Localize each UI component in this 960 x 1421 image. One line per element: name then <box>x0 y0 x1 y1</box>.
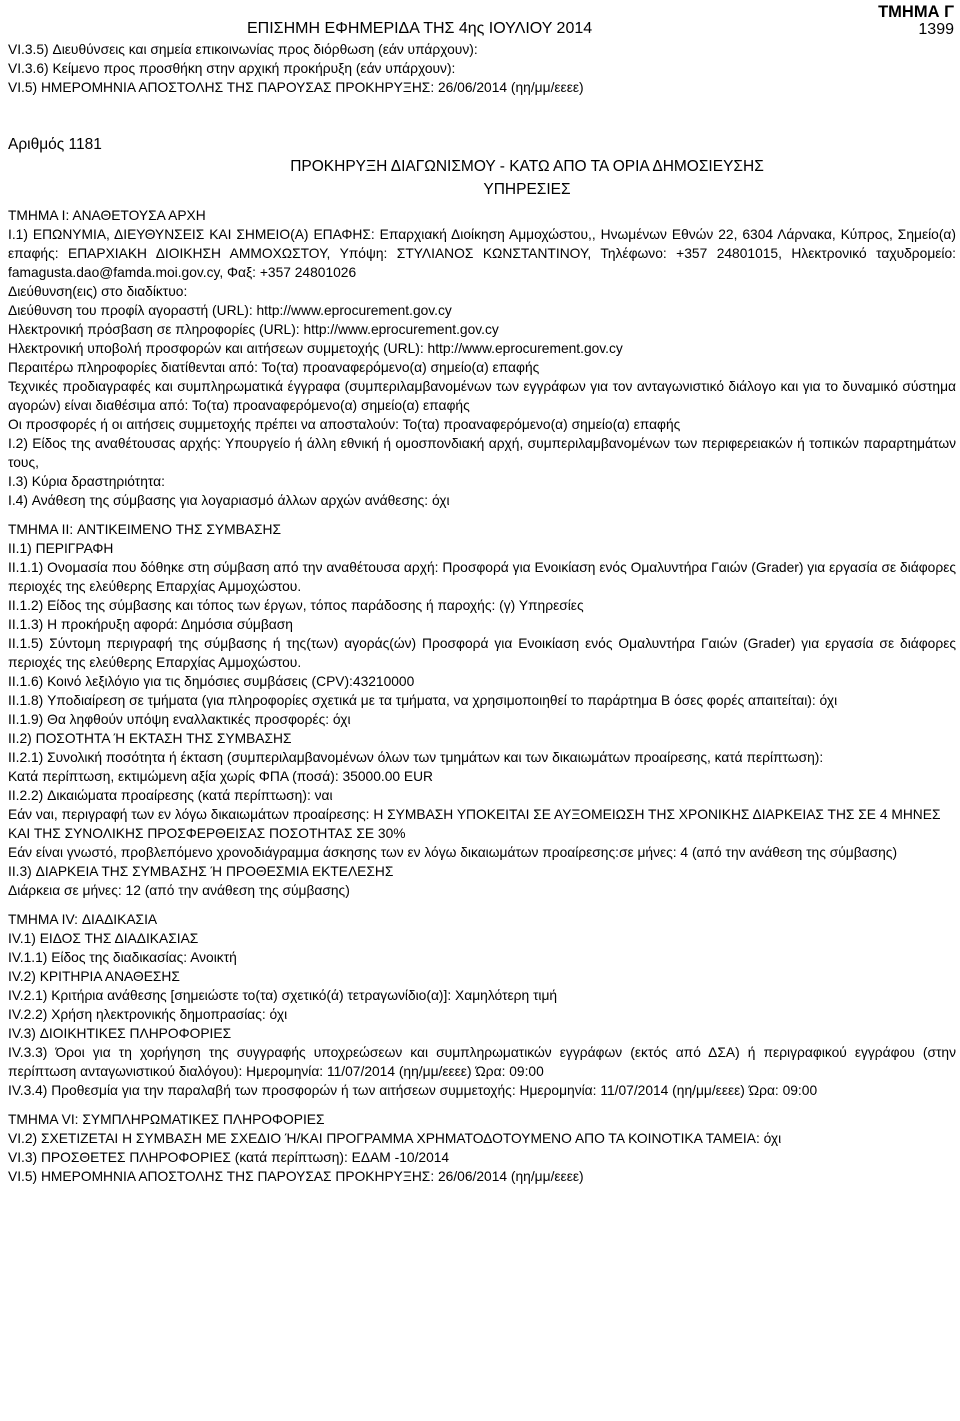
contract-description: II.1.5) Σύντομη περιγραφή της σύμβασης ή της(των) αγοράς(ών) Προσφορά για Ενοικίαση ενός Ομαλυντήρα Γαιών (Grader) για εργασία σε διάφορες περιοχές της ελεύθερης Επαρχίας Αμμοχώστου. <box>8 636 956 670</box>
text-line: Διεύθυνση του προφίλ αγοραστή (URL): http://www.eprocurement.gov.cy <box>8 303 452 318</box>
gazette-page <box>8 0 956 1186</box>
text-line: VI.3) ΠΡΟΣΘΕΤΕΣ ΠΛΗΡΟΦΟΡΙΕΣ (κατά περίπτωση): ΕΔΑΜ -10/2014 <box>8 1150 450 1165</box>
eu-funds-paragraph: VI.2) ΣΧΕΤΙΖΕΤΑΙ Η ΣΥΜΒΑΣΗ ΜΕ ΣΧΕΔΙΟ Ή/ΚΑΙ ΠΡΟΓΡΑΜΜΑ ΧΡΗΜΑΤΟΔΟΤΟΥΜΕΝΟ ΑΠΟ ΤΑ ΚΟΙΝΟΤΙΚΑ ΤΑΜΕΙΑ: όχι <box>8 1131 782 1146</box>
notice-title-line1: ΠΡΟΚΗΡΥΞΗ ΔΙΑΓΩΝΙΣΜΟΥ - ΚΑΤΩ ΑΠΟ ΤΑ ΟΡΙΑ ΔΗΜΟΣΙΕΥΣΗΣ <box>290 158 764 175</box>
text-line: IV.2.1) Κριτήρια ανάθεσης [σημειώστε το(τα) σχετικό(ά) τετραγωνίδιο(α)]: Χαμηλότερη τιμή <box>8 988 558 1003</box>
text-line: II.3) ΔΙΑΡΚΕΙΑ ΤΗΣ ΣΥΜΒΑΣΗΣ Ή ΠΡΟΘΕΣΜΙΑ ΕΚΤΕΛΕΣΗΣ <box>8 864 394 879</box>
specs-paragraph: Τεχνικές προδιαγραφές και συμπληρωματικά έγγραφα (συμπεριλαμβανομένων των εγγράφων για τον ανταγωνιστικό διάλογο και για το δυναμικό σύστημα αγορών) είναι διαθέσιμα από: Το(τα) προαναφερόμενο(α) σημείο(α) επαφής <box>8 379 956 413</box>
text-line: Ηλεκτρονική υποβολή προσφορών και αιτήσεων συμμετοχής (URL): http://www.eprocurement.gov.cy <box>8 341 623 356</box>
text-line: Περαιτέρω πληροφορίες διατίθενται από: Το(τα) προαναφερόμενο(α) σημείο(α) επαφής <box>8 360 540 375</box>
text-line: Διεύθυνση(εις) στο διαδίκτυο: <box>8 284 188 299</box>
text-line: Οι προσφορές ή οι αιτήσεις συμμετοχής πρέπει να αποσταλούν: Το(τα) προαναφερόμενο(α) σημείο(α) επαφής <box>8 417 681 432</box>
options-paragraph: Εάν ναι, περιγραφή των εν λόγω δικαιωμάτων προαίρεσης: Η ΣΥΜΒΑΣΗ ΥΠΟΚΕΙΤΑΙ ΣΕ ΑΥΞΟΜΕΙΩΣΗ ΤΗΣ ΧΡΟΝΙΚΗΣ ΔΙΑΡΚΕΙΑΣ ΤΗΣ ΣΕ 4 ΜΗΝΕΣ ΚΑΙ ΤΗΣ ΣΥΝΟΛΙΚΗΣ ΠΡΟΣΦΕΡΘΕΙΣΑΣ ΠΟΣΟΤΗΤΑΣ ΣΕ 30% <box>8 807 941 841</box>
section-heading: ΤΜΗΜΑ II: ΑΝΤΙΚΕΙΜΕΝΟ ΤΗΣ ΣΥΜΒΑΣΗΣ <box>8 522 282 537</box>
section-heading: ΤΜΗΜΑ VI: ΣΥΜΠΛΗΡΩΜΑΤΙΚΕΣ ΠΛΗΡΟΦΟΡΙΕΣ <box>8 1112 325 1127</box>
text-line: II.2) ΠΟΣΟΤΗΤΑ Ή ΕΚΤΑΣΗ ΤΗΣ ΣΥΜΒΑΣΗΣ <box>8 731 292 746</box>
text-line: VI.5) ΗΜΕΡΟΜΗΝΙΑ ΑΠΟΣΤΟΛΗΣ ΤΗΣ ΠΑΡΟΥΣΑΣ ΠΡΟΚΗΡΥΞΗΣ: 26/06/2014 (ηη/μμ/εεεε) <box>8 80 584 95</box>
section-heading: ΤΜΗΜΑ Ι: ΑΝΑΘΕΤΟΥΣΑ ΑΡΧΗ <box>8 208 206 223</box>
notice-number: Αριθμός 1181 <box>8 136 102 153</box>
contact-paragraph: I.1) ΕΠΩΝΥΜΙΑ, ΔΙΕΥΘΥΝΣΕΙΣ ΚΑΙ ΣΗΜΕΙΟ(Α) ΕΠΑΦΗΣ: Επαρχιακή Διοίκηση Αμμοχώστου,, Ηνωμένων Εθνών 22, 6304 Λάρνακα, Κύπρος, Σημείο(α) επαφής: ΕΠΑΡΧΙΑΚΗ ΔΙΟΙΚΗΣΗ ΑΜΜΟΧΩΣΤΟΥ, Υπόψη: ΣΤΥΛΙΑΝΟΣ ΚΩΝΣΤΑΝΤΙΝΟΥ, Τηλέφωνο: +357 24801015, Ηλεκτρονικό ταχυδρομείο: famagusta.dao@famda.moi.gov.cy, Φαξ: +357 24801026 <box>8 227 956 280</box>
text-line: IV.2.2) Χρήση ηλεκτρονικής δημοπρασίας: όχι <box>8 1007 288 1022</box>
text-line: IV.1) ΕΙΔΟΣ ΤΗΣ ΔΙΑΔΙΚΑΣΙΑΣ <box>8 931 199 946</box>
text-line: I.4) Ανάθεση της σύμβασης για λογαριασμό άλλων αρχών ανάθεσης: όχι <box>8 493 450 508</box>
text-line: Ηλεκτρονική πρόσβαση σε πληροφορίες (URL): http://www.eprocurement.gov.cy <box>8 322 499 337</box>
gazette-section: ΤΜΗΜΑ Γ <box>878 3 954 21</box>
text-line: IV.1.1) Είδος της διαδικασίας: Ανοικτή <box>8 950 237 965</box>
page-header <box>8 0 956 40</box>
notice-title-line2: ΥΠΗΡΕΣΙΕΣ <box>483 181 571 198</box>
section-heading: ΤΜΗΜΑ IV: ΔΙΑΔΙΚΑΣΙΑ <box>8 912 158 927</box>
text-line: II.1.9) Θα ληφθούν υπόψη εναλλακτικές προσφορές: όχι <box>8 712 351 727</box>
text-line: II.2.2) Δικαιώματα προαίρεσης (κατά περίπτωση): ναι <box>8 788 333 803</box>
schedule-paragraph: Εάν είναι γνωστό, προβλεπόμενο χρονοδιάγραμμα άσκησης των εν λόγω δικαιωμάτων προαίρεσης:σε μήνες: 4 (από την ανάθεση της σύμβασης) <box>8 845 898 860</box>
submission-deadline: IV.3.4) Προθεσμία για την παραλαβή των προσφορών ή των αιτήσεων συμμετοχής: Ημερομηνία: 11/07/2014 (ηη/μμ/εεεε) Ώρα: 09:00 <box>8 1083 818 1098</box>
text-line: II.1.6) Κοινό λεξιλόγιο για τις δημόσιες συμβάσεις (CPV):43210000 <box>8 674 415 689</box>
authority-type: I.2) Είδος της αναθέτουσας αρχής: Υπουργείο ή άλλη εθνική ή ομοσπονδιακή αρχή, συμπεριλαμβανομένων των περιφερειακών ή τοπικών παραρτημάτων τους, <box>8 436 956 470</box>
lots-paragraph: II.1.8) Υποδιαίρεση σε τμήματα (για πληροφορίες σχετικά με τα τμήματα, να χρησιμοποιηθεί το παράρτημα Β όσες φορές απαιτείται): όχι <box>8 693 838 708</box>
gazette-title: ΕΠΙΣΗΜΗ ΕΦΗΜΕΡΙΔΑ ΤΗΣ 4ης ΙΟΥΛΙΟΥ 2014 <box>247 20 593 37</box>
page-number: 1399 <box>918 21 954 38</box>
text-line: I.3) Κύρια δραστηριότητα: <box>8 474 165 489</box>
text-line: II.1.3) Η προκήρυξη αφορά: Δημόσια σύμβαση <box>8 617 293 632</box>
documents-conditions: IV.3.3) Όροι για τη χορήγηση της συγγραφής υποχρεώσεων και συμπληρωματικών εγγράφων (εκτός από ΔΣΑ) ή περιγραφικού εγγράφου (στην περίπτωση ανταγωνιστικού διαλόγου): Ημερομηνία: 11/07/2014 (ηη/μμ/εεεε) Ώρα: 09:00 <box>8 1045 956 1079</box>
text-line: II.1) ΠΕΡΙΓΡΑΦΗ <box>8 541 114 556</box>
text-line: IV.2) ΚΡΙΤΗΡΙΑ ΑΝΑΘΕΣΗΣ <box>8 969 180 984</box>
contract-title: II.1.1) Ονομασία που δόθηκε στη σύμβαση από την αναθέτουσα αρχή: Προσφορά για Ενοικίαση ενός Ομαλυντήρα Γαιών (Grader) για εργασία σε διάφορες περιοχές της ελεύθερης Επαρχίας Αμμοχώστου. <box>8 560 956 594</box>
text-line: VI.3.5) Διευθύνσεις και σημεία επικοινωνίας προς διόρθωση (εάν υπάρχουν): <box>8 42 478 57</box>
estimated-value: Κατά περίπτωση, εκτιμώμενη αξία χωρίς ΦΠΑ (ποσά): 35000.00 EUR <box>8 769 434 784</box>
text-line: II.1.2) Είδος της σύμβασης και τόπος των έργων, τόπος παράδοσης ή παροχής: (γ) Υπηρεσίες <box>8 598 584 613</box>
quantity-paragraph: II.2.1) Συνολική ποσότητα ή έκταση (συμπεριλαμβανομένων όλων των τμημάτων και των δικαιωμάτων προαίρεσης, κατά περίπτωση): <box>8 750 824 765</box>
text-line: VI.3.6) Κείμενο προς προσθήκη στην αρχική προκήρυξη (εάν υπάρχουν): <box>8 61 456 76</box>
text-line: IV.3) ΔΙΟΙΚΗΤΙΚΕΣ ΠΛΗΡΟΦΟΡΙΕΣ <box>8 1026 232 1041</box>
text-line: Διάρκεια σε μήνες: 12 (από την ανάθεση της σύμβασης) <box>8 883 350 898</box>
text-line: VI.5) ΗΜΕΡΟΜΗΝΙΑ ΑΠΟΣΤΟΛΗΣ ΤΗΣ ΠΑΡΟΥΣΑΣ ΠΡΟΚΗΡΥΞΗΣ: 26/06/2014 (ηη/μμ/εεεε) <box>8 1169 584 1184</box>
